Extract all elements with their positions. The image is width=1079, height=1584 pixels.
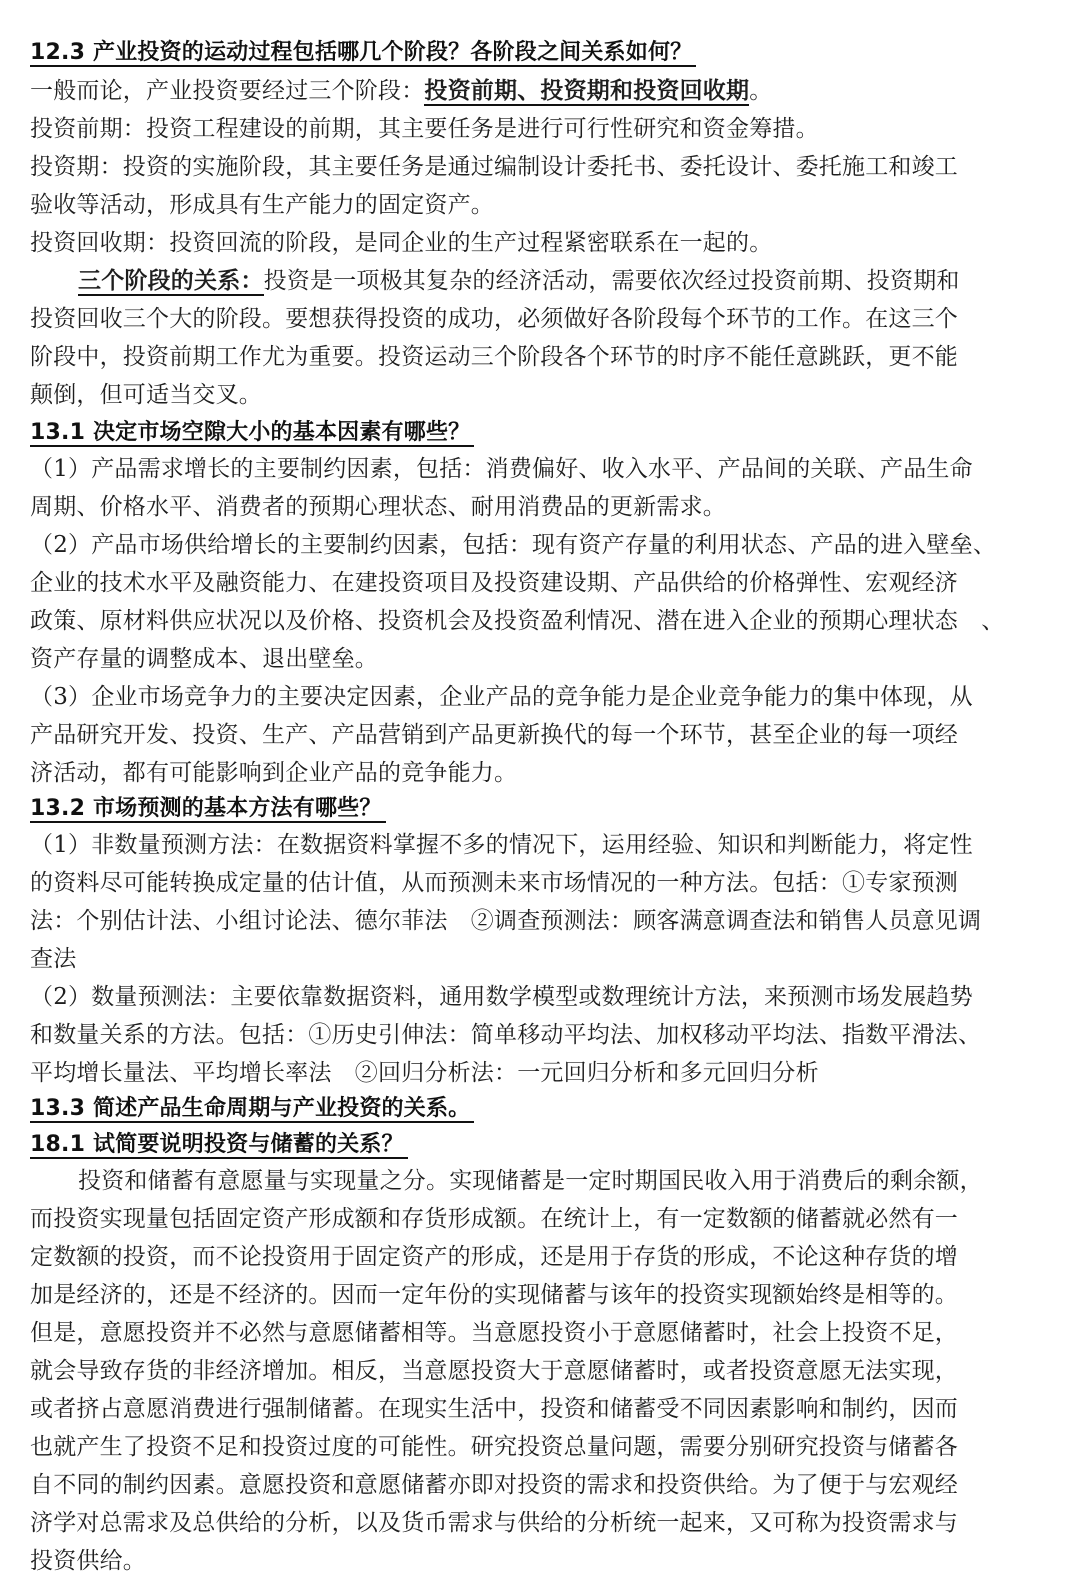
paragraph-line: 周期、价格水平、消费者的预期心理状态、耐用消费品的更新需求。 [30, 494, 726, 520]
paragraph-line: 颠倒，但可适当交叉。 [30, 382, 262, 408]
paragraph-line: 投资回收期：投资回流的阶段，是同企业的生产过程紧密联系在一起的。 [30, 230, 773, 256]
paragraph-line: 企业的技术水平及融资能力、在建投资项目及投资建设期、产品供给的价格弹性、宏观经济 [30, 570, 958, 596]
section-13-2-heading [30, 794, 386, 824]
paragraph-line: 的资料尽可能转换成定量的估计值，从而预测未来市场情况的一种方法。包括：①专家预测 [30, 870, 958, 896]
stage-relation-line [78, 266, 960, 296]
paragraph-line: 加是经济的，还是不经济的。因而一定年份的实现储蓄与该年的投资实现额始终是相等的。 [30, 1282, 958, 1308]
paragraph-line: （3）企业市场竞争力的主要决定因素，企业产品的竞争能力是企业竞争能力的集中体现，从 [30, 684, 973, 710]
section-13-3-heading [30, 1094, 474, 1124]
paragraph-line: 验收等活动，形成具有生产能力的固定资产。 [30, 192, 494, 218]
paragraph-line: 和数量关系的方法。包括：①历史引伸法：简单移动平均法、加权移动平均法、指数平滑法、 [30, 1022, 982, 1048]
section-18-1-heading [30, 1130, 408, 1160]
section-18-1-title: 18.1 试简要说明投资与储蓄的关系？ [30, 1133, 408, 1159]
paragraph-line: 就会导致存货的非经济增加。相反，当意愿投资大于意愿储蓄时，或者投资意愿无法实现， [30, 1358, 958, 1384]
stage-relation-label: 三个阶段的关系： [78, 268, 264, 294]
paragraph-line: 自不同的制约因素。意愿投资和意愿储蓄亦即对投资的需求和投资供给。为了便于与宏观经 [30, 1472, 958, 1498]
intro-emphasis: 投资前期、投资期和投资回收期 [424, 78, 750, 104]
paragraph-line: 也就产生了投资不足和投资过度的可能性。研究投资总量问题，需要分别研究投资与储蓄各 [30, 1434, 958, 1460]
section-13-1-title: 13.1 决定市场空隙大小的基本因素有哪些？ [30, 421, 474, 447]
paragraph-line: 阶段中，投资前期工作尤为重要。投资运动三个阶段各个环节的时序不能任意跳跃，更不能 [30, 344, 958, 370]
section-13-2-title: 13.2 市场预测的基本方法有哪些？ [30, 797, 386, 823]
paragraph-line: 而投资实现量包括固定资产形成额和存货形成额。在统计上，有一定数额的储蓄就必然有一 [30, 1206, 958, 1232]
paragraph-line: 政策、原材料供应状况以及价格、投资机会及投资盈利情况、潜在进入企业的预期心理状态 、 [30, 608, 1005, 634]
paragraph-line: 或者挤占意愿消费进行强制储蓄。在现实生活中，投资和储蓄受不同因素影响和制约，因而 [30, 1396, 958, 1422]
section-12-3-heading [30, 38, 696, 68]
paragraph-line: 平均增长量法、平均增长率法 ②回归分析法：一元回归分析和多元回归分析 [30, 1060, 819, 1086]
paragraph-line: （1）产品需求增长的主要制约因素，包括：消费偏好、收入水平、产品间的关联、产品生命 [30, 456, 973, 482]
paragraph-line: 投资前期：投资工程建设的前期，其主要任务是进行可行性研究和资金筹措。 [30, 116, 819, 142]
stage-relation-text: 投资是一项极其复杂的经济活动，需要依次经过投资前期、投资期和 [263, 268, 960, 294]
intro-suffix: 。 [749, 78, 773, 104]
section-12-3-intro [30, 76, 772, 106]
intro-prefix: 一般而论，产业投资要经过三个阶段： [30, 78, 425, 104]
paragraph-line: 济活动，都有可能影响到企业产品的竞争能力。 [30, 760, 518, 786]
paragraph-line: （2）数量预测法：主要依靠数据资料，通用数学模型或数理统计方法，来预测市场发展趋势 [30, 984, 973, 1010]
paragraph-line: （2）产品市场供给增长的主要制约因素，包括：现有资产存量的利用状态、产品的进入壁垒、 [30, 532, 997, 558]
paragraph-line: 但是，意愿投资并不必然与意愿储蓄相等。当意愿投资小于意愿储蓄时，社会上投资不足， [30, 1320, 958, 1346]
paragraph-line: （1）非数量预测方法：在数据资料掌握不多的情况下，运用经验、知识和判断能力，将定性 [30, 832, 973, 858]
paragraph-line: 投资供给。 [30, 1548, 146, 1574]
paragraph-line: 定数额的投资，而不论投资用于固定资产的形成，还是用于存货的形成，不论这种存货的增 [30, 1244, 958, 1270]
paragraph-line: 投资回收三个大的阶段。要想获得投资的成功，必须做好各阶段每个环节的工作。在这三个 [30, 306, 958, 332]
paragraph-line: 法：个别估计法、小组讨论法、德尔菲法 ②调查预测法：顾客满意调查法和销售人员意见调 [30, 908, 982, 934]
section-12-3-title: 12.3 产业投资的运动过程包括哪几个阶段？各阶段之间关系如何？ [30, 41, 696, 67]
paragraph-line: 济学对总需求及总供给的分析，以及货币需求与供给的分析统一起来，又可称为投资需求与 [30, 1510, 958, 1536]
paragraph-line: 投资期：投资的实施阶段，其主要任务是通过编制设计委托书、委托设计、委托施工和竣工 [30, 154, 958, 180]
section-13-3-title: 13.3 简述产品生命周期与产业投资的关系。 [30, 1097, 474, 1123]
paragraph-line: 投资和储蓄有意愿量与实现量之分。实现储蓄是一定时期国民收入用于消费后的剩余额， [78, 1168, 983, 1194]
section-13-1-heading [30, 418, 474, 448]
paragraph-line: 资产存量的调整成本、退出壁垒。 [30, 646, 378, 672]
paragraph-line: 查法 [30, 946, 77, 972]
paragraph-line: 产品研究开发、投资、生产、产品营销到产品更新换代的每一个环节，甚至企业的每一项经 [30, 722, 958, 748]
